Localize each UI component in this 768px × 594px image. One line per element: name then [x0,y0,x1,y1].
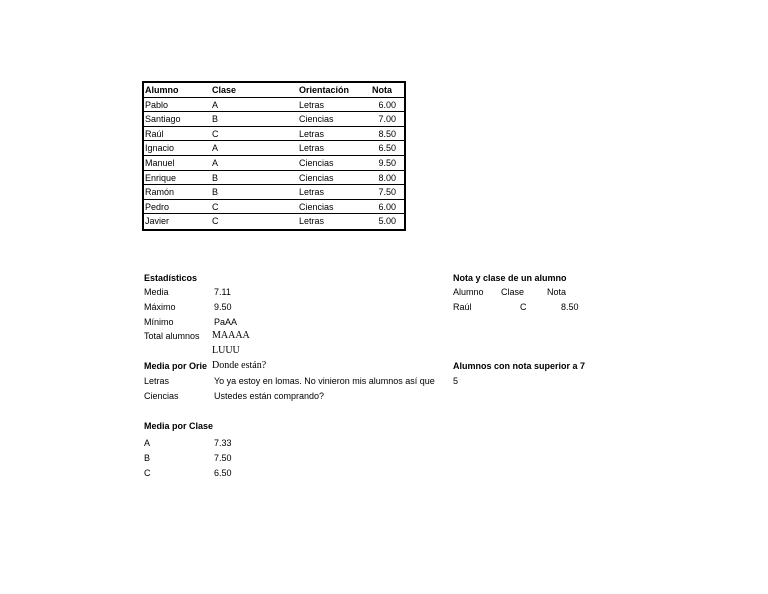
cell-orientacion: Letras [299,187,325,198]
letras-label: Letras [144,376,170,386]
nota-clase-header-nota: Nota [547,287,567,297]
cell-orientacion: Letras [299,128,325,139]
cell-nota: 7.00 [378,114,396,125]
cell-alumno: Raúl [145,128,164,139]
total-alumnos-label: Total alumnos [144,331,200,341]
cell-clase: B [212,187,219,198]
media-orientacion-title: Media por Orie [144,361,208,371]
minimo-value: PaAA [214,317,238,327]
media-clase-value: 6.50 [214,468,232,478]
media-clase-value: 7.33 [214,438,232,448]
nota-clase-clase-value: C [520,302,527,312]
table-row [144,156,404,171]
table-row [144,200,404,215]
media-value: 7.11 [214,287,231,297]
nota-clase-header-alumno: Alumno [453,287,484,297]
superior-7-title: Alumnos con nota superior a 7 [453,361,586,371]
cell-orientacion: Letras [299,99,325,110]
table-row [144,141,404,156]
cell-nota: 6.50 [378,143,396,154]
media-clase-value: 7.50 [214,453,232,463]
table-row [144,98,404,113]
cell-orientacion: Ciencias [299,157,334,168]
cell-alumno: Pablo [145,99,169,110]
cell-clase: C [212,128,219,139]
table-header-row [144,83,404,98]
cell-clase: C [212,216,219,227]
media-orientacion-overlay: Donde están? [212,360,267,371]
nota-clase-alumno-value: Raúl [453,302,472,312]
cell-orientacion: Ciencias [299,172,334,183]
students-table [142,81,406,231]
nota-clase-header-clase: Clase [501,287,525,297]
ciencias-value: Ustedes están comprando? [214,391,325,401]
cell-nota: 7.50 [378,187,396,198]
letras-value: Yo ya estoy en lomas. No vinieron mis alumnos así que [214,376,435,386]
cell-alumno: Pedro [145,201,170,212]
cell-nota: 8.50 [378,128,396,139]
cell-nota: 6.00 [378,201,396,212]
header-orientacion: Orientación [299,85,350,95]
media-clase-label: A [144,438,151,448]
media-clase-label: B [144,453,151,463]
superior-7-value: 5 [453,376,459,386]
table-row [144,214,404,229]
table-row [144,127,404,142]
cell-alumno: Santiago [145,114,181,125]
media-label: Media [144,287,169,297]
cell-orientacion: Ciencias [299,201,334,212]
cell-nota: 9.50 [378,157,396,168]
cell-clase: B [212,114,219,125]
media-clase-title: Media por Clase [144,421,214,431]
media-clase-label: C [144,468,151,478]
nota-clase-nota-value: 8.50 [561,302,579,312]
header-clase: Clase [212,85,237,95]
cell-alumno: Manuel [145,157,175,168]
estadisticos-title: Estadísticos [144,273,198,283]
cell-clase: A [212,143,219,154]
cell-alumno: Javier [145,216,170,227]
cell-nota: 6.00 [378,99,396,110]
cell-alumno: Enrique [145,172,177,183]
maximo-label: Máximo [144,302,176,312]
header-nota: Nota [372,85,392,95]
cell-clase: B [212,172,219,183]
total-alumnos-value: MAAAA [212,330,250,341]
header-alumno: Alumno [145,85,179,95]
cell-alumno: Ramón [145,187,175,198]
maximo-value: 9.50 [214,302,232,312]
cell-clase: A [212,157,219,168]
cell-alumno: Ignacio [145,143,175,154]
table-row [144,185,404,200]
cell-clase: C [212,201,219,212]
table-row [144,112,404,127]
table-row [144,171,404,186]
cell-orientacion: Ciencias [299,114,334,125]
nota-clase-alumno-title: Nota y clase de un alumno [453,273,567,283]
cell-clase: A [212,99,219,110]
cell-orientacion: Letras [299,216,325,227]
cell-nota: 8.00 [378,172,396,183]
cell-orientacion: Letras [299,143,325,154]
minimo-label: Mínimo [144,317,174,327]
cell-nota: 5.00 [378,216,396,227]
ciencias-label: Ciencias [144,391,179,401]
total-alumnos-value-2: LUUU [212,345,240,356]
